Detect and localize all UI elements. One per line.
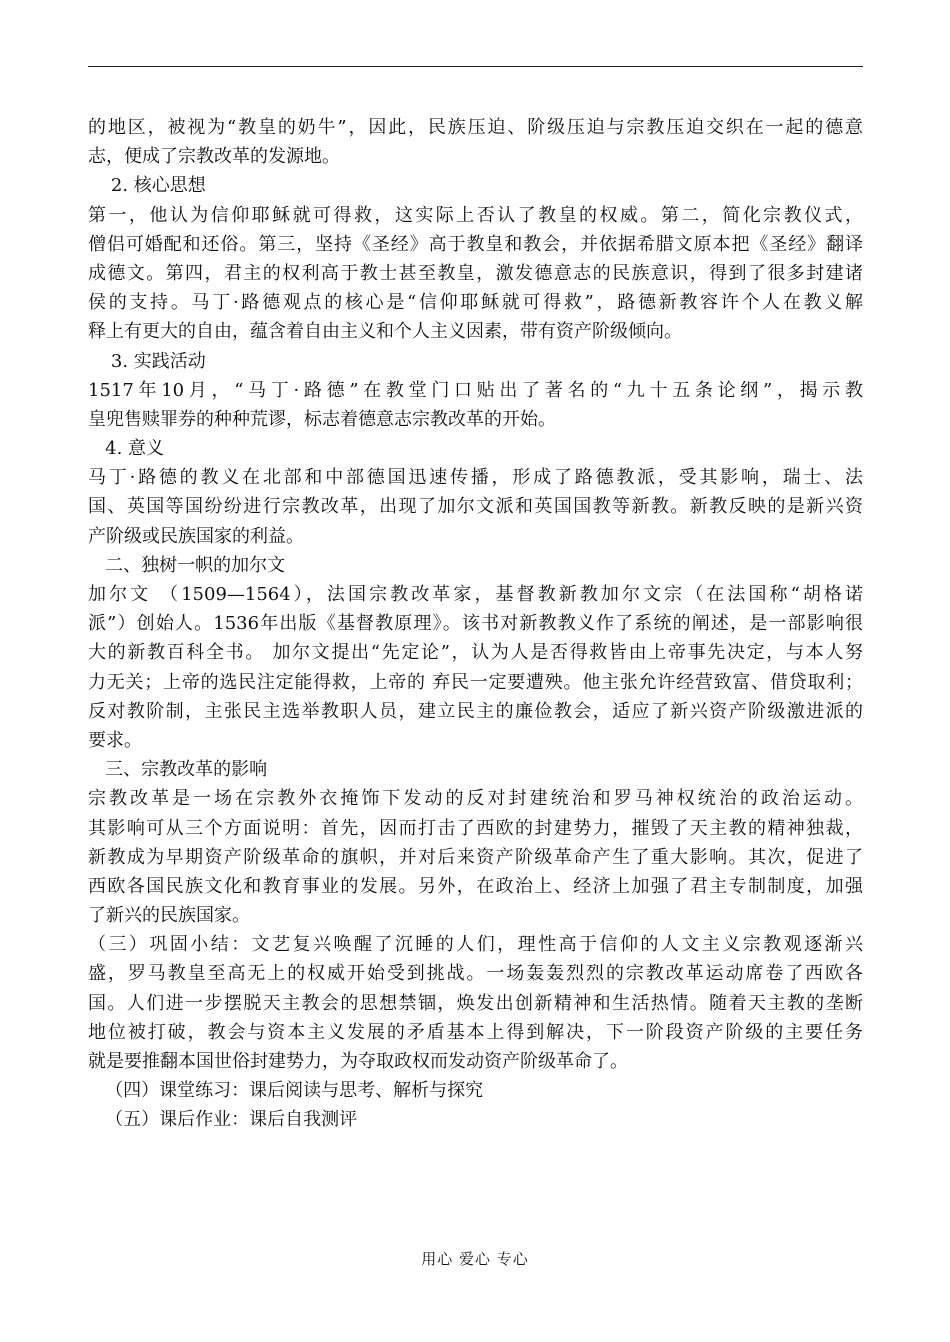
text-line: 皇兜售赎罪券的种种荒谬，标志着德意志宗教改革的开始。 <box>88 408 556 430</box>
text-line: 的地区，被视为“教皇的奶牛”，因此，民族压迫、阶级压迫与宗教压迫交织在一起的德意 <box>88 117 863 138</box>
text-line: 国。人们进一步摆脱天主教会的思想禁锢，焕发出创新精神和生活热情。随着天主教的垄断 <box>88 992 863 1014</box>
text-line: 其影响可从三个方面说明：首先，因而打击了西欧的封建势力，摧毁了天主教的精神独裁， <box>88 817 863 839</box>
text-line: 释上有更大的自由，蕴含着自由主义和个人主义因素，带有资产阶级倾向。 <box>88 321 682 343</box>
text-line: 产阶级或民族国家的利益。 <box>88 525 304 547</box>
text-line: 加尔文 （1509—1564），法国宗教改革家，基督教新教加尔文宗（在法国称“胡格诺 <box>88 584 863 605</box>
text-line: 僧侣可婚配和还俗。第三，坚持《圣经》高于教皇和教会，并依据希腊文原本把《圣经》翻译 <box>88 233 863 255</box>
text-line: 三、宗教改革的影响 <box>88 759 268 781</box>
text-line: 力无关；上帝的选民注定能得救，上帝的 弃民一定要遭殃。他主张允许经营致富、借贷取利； <box>88 671 863 693</box>
text-line: 地位被打破，教会与资本主义发展的矛盾基本上得到解决，下一阶段资产阶级的主要任务 <box>88 1021 863 1043</box>
text-line: 侯的支持。马丁·路德观点的核心是“信仰耶稣就可得救”，路德新教容许个人在教义解 <box>88 292 863 314</box>
text-line: （三）巩固小结：文艺复兴唤醒了沉睡的人们，理性高于信仰的人文主义宗教观逐渐兴 <box>88 934 863 956</box>
text-line: 就是要推翻本国世俗封建势力，为夺取政权而发动资产阶级革命了。 <box>88 1051 628 1072</box>
text-line: （四）课堂练习：课后阅读与思考、解析与探究 <box>88 1080 484 1102</box>
text-line: （五）课后作业：课后自我测评 <box>88 1109 358 1131</box>
text-line: 1517年10月，“马丁·路德”在教堂门口贴出了著名的“九十五条论纲”，揭示教 <box>88 379 863 401</box>
text-line: 4. 意义 <box>88 438 165 460</box>
text-line: 盛，罗马教皇至高无上的权威开始受到挑战。一场轰轰烈烈的宗教改革运动席卷了西欧各 <box>88 963 863 985</box>
text-line: 了新兴的民族国家。 <box>88 905 250 927</box>
text-line: 国、英国等国纷纷进行宗教改革，出现了加尔文派和英国国教等新教。新教反映的是新兴资 <box>88 496 863 518</box>
text-line: 大的新教百科全书。 加尔文提出“先定论”，认为人是否得救皆由上帝事先决定，与本人努 <box>88 642 863 664</box>
text-line: 西欧各国民族文化和教育事业的发展。另外，在政治上、经济上加强了君主专制制度，加强 <box>88 875 863 897</box>
text-line: 第一，他认为信仰耶稣就可得救，这实际上否认了教皇的权威。第二，简化宗教仪式， <box>88 204 863 226</box>
text-line: 新教成为早期资产阶级革命的旗帜，并对后来资产阶级革命产生了重大影响。其次，促进了 <box>88 846 863 868</box>
text-line: 志，便成了宗教改革的发源地。 <box>88 146 340 168</box>
document-body <box>88 113 863 1135</box>
text-line: 3. 实践活动 <box>88 350 206 372</box>
page-footer: 用心 爱心 专心 <box>421 1250 529 1268</box>
header-rule <box>88 66 863 67</box>
text-line: 反对教阶制，主张民主选举教职人员，建立民主的廉俭教会，适应了新兴资产阶级激进派的 <box>88 700 863 722</box>
text-line: 成德文。第四，君主的权利高于教士甚至教皇，激发德意志的民族意识，得到了很多封建诸 <box>88 262 863 284</box>
text-line: 宗教改革是一场在宗教外衣掩饰下发动的反对封建统治和罗马神权统治的政治运动。 <box>88 788 863 810</box>
text-line: 2. 核心思想 <box>88 175 206 197</box>
text-line: 马丁·路德的教义在北部和中部德国迅速传播，形成了路德教派，受其影响，瑞士、法 <box>88 467 863 489</box>
text-line: 二、独树一帜的加尔文 <box>88 554 286 576</box>
text-line: 派”）创始人。1536年出版《基督教原理》。该书对新教教义作了系统的阐述，是一部影响很 <box>88 613 863 635</box>
text-line: 要求。 <box>88 729 142 751</box>
